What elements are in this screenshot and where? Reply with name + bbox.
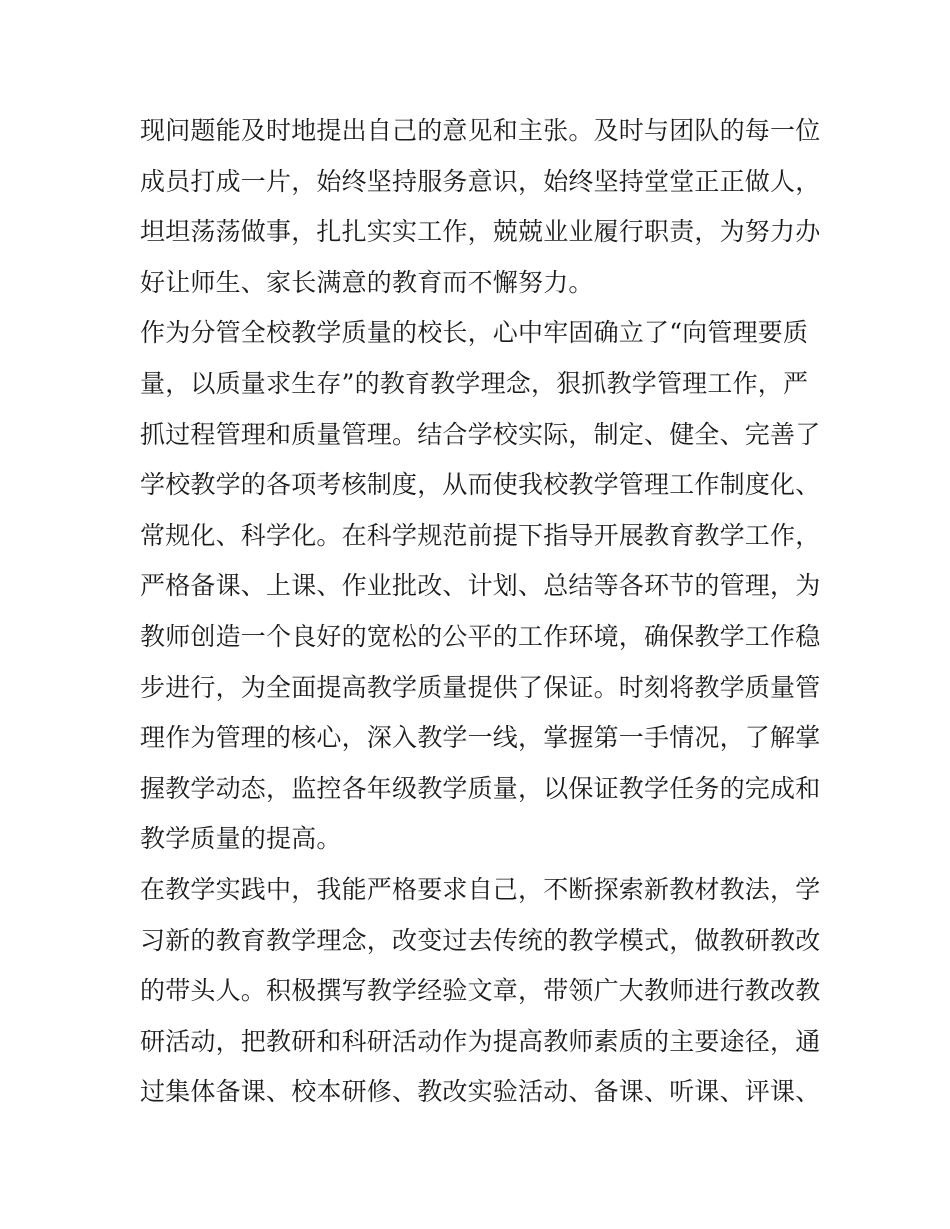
text-line: 研活动，把教研和科研活动作为提高教师素质的主要途径，通 — [140, 1026, 821, 1056]
text-line: 成员打成一片，始终坚持服务意识，始终坚持堂堂正正做人， — [140, 166, 821, 196]
text-line: 的带头人。积极撰写教学经验文章，带领广大教师进行教改教 — [140, 976, 821, 1006]
text-line: 步进行，为全面提高教学质量提供了保证。时刻将教学质量管 — [140, 672, 821, 702]
text-line: 好让师生、家长满意的教育而不懈努力。 — [140, 267, 594, 297]
text-line: 在教学实践中，我能严格要求自己，不断探索新教材教法，学 — [140, 874, 821, 904]
text-line: 量，以质量求生存”的教育教学理念，狠抓教学管理工作，严 — [140, 368, 809, 398]
text-line: 作为分管全校教学质量的校长，心中牢固确立了“向管理要质 — [140, 318, 809, 348]
text-line: 握教学动态，监控各年级教学质量，以保证教学任务的完成和 — [140, 773, 821, 803]
text-line: 抓过程管理和质量管理。结合学校实际，制定、健全、完善了 — [140, 419, 821, 449]
text-line: 过集体备课、校本研修、教改实验活动、备课、听课、评课、 — [140, 1077, 821, 1107]
text-line: 教学质量的提高。 — [140, 824, 342, 854]
document-body — [140, 106, 830, 1118]
text-line: 常规化、科学化。在科学规范前提下指导开展教育教学工作， — [140, 520, 821, 550]
text-line: 现问题能及时地提出自己的意见和主张。及时与团队的每一位 — [140, 116, 821, 145]
text-line: 学校教学的各项考核制度，从而使我校教学管理工作制度化、 — [140, 470, 821, 500]
text-line: 坦坦荡荡做事，扎扎实实工作，兢兢业业履行职责，为努力办 — [140, 217, 821, 247]
text-line: 理作为管理的核心，深入教学一线，掌握第一手情况，了解掌 — [140, 723, 821, 753]
text-line: 习新的教育教学理念，改变过去传统的教学模式，做教研教改 — [140, 925, 821, 955]
text-line: 教师创造一个良好的宽松的公平的工作环境，确保教学工作稳 — [140, 621, 821, 651]
text-line: 严格备课、上课、作业批改、计划、总结等各环节的管理，为 — [140, 571, 821, 601]
